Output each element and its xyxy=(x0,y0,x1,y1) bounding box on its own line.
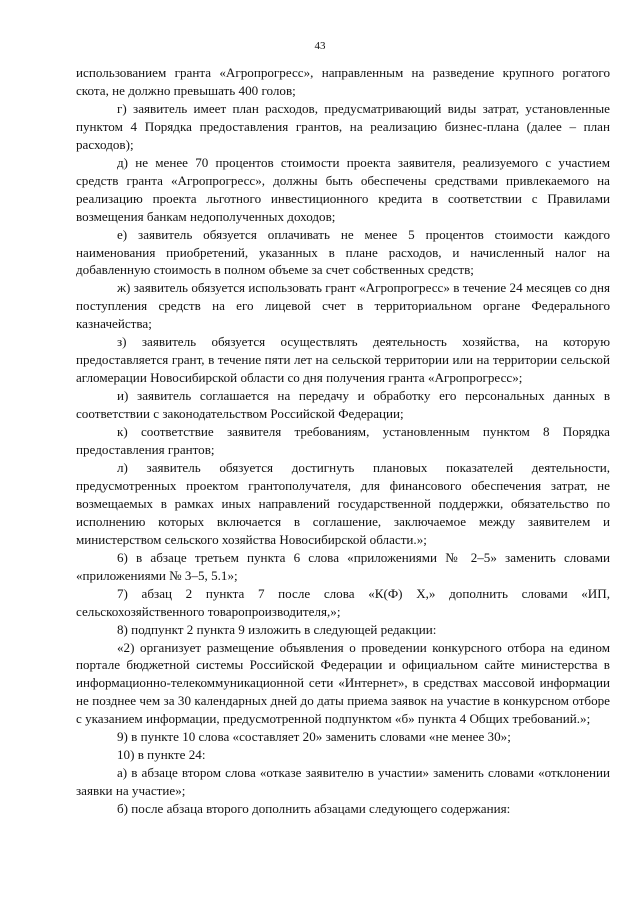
paragraph-item-l: л) заявитель обязуется достигнуть плановых показателей деятельности, предусмотренных проектом грантополучателя, для финансового обеспечения затрат, не возмещаемых в рамках иных направлений государственной поддержки, обязательство по исполнению которых включается в соглашение, заключаемое между заявителем и министерством сельского хозяйства Новосибирской области.»; xyxy=(76,459,610,547)
paragraph-item-d: д) не менее 70 процентов стоимости проекта заявителя, реализуемого с участием средств гранта «Агропрогресс», должны быть обеспечены средствами привлекаемого на реализацию проекта льготного инвестиционного кредита в соответствии с Правилами возмещения банкам недополученных доходов; xyxy=(76,154,610,224)
paragraph-amendment-9: 9) в пункте 10 слова «составляет 20» заменить словами «не менее 30»; xyxy=(117,729,511,745)
paragraph-item-e: е) заявитель обязуется оплачивать не менее 5 процентов стоимости каждого наименования приобретений, указанных в плане расходов, и начисленный налог на добавленную стоимость в полном объеме за счет собственных средств; xyxy=(76,226,610,278)
paragraph-amendment-6: 6) в абзаце третьем пункта 6 слова «приложениями № 2–5» заменить словами «приложениями № 3–5, 5.1»; xyxy=(76,549,610,583)
paragraph-item-g: г) заявитель имеет план расходов, предусматривающий виды затрат, установленные пунктом 4 Порядка предоставления грантов, на реализацию бизнес-плана (далее – план расходов); xyxy=(76,100,610,152)
paragraph-item-k: к) соответствие заявителя требованиям, установленным пунктом 8 Порядка предоставления грантов; xyxy=(76,424,610,458)
paragraph-item-z: з) заявитель обязуется осуществлять деятельность хозяйства, на которую предоставляется грант, в течение пяти лет на сельской территории или на территории сельской агломерации Новосибирской области со дня получения гранта «Агропрогресс»; xyxy=(76,334,610,386)
paragraph-amendment-10a: а) в абзаце втором слова «отказе заявителю в участии» заменить словами «отклонении заявки на участие»; xyxy=(76,765,610,799)
paragraph-amendment-10: 10) в пункте 24: xyxy=(117,747,206,763)
paragraph-item-i: и) заявитель соглашается на передачу и обработку его персональных данных в соответствии с законодательством Российской Федерации; xyxy=(76,388,610,422)
paragraph-item-zh: ж) заявитель обязуется использовать грант «Агропрогресс» в течение 24 месяцев со дня поступления средств на его лицевой счет в территориальном органе Федерального казначейства; xyxy=(76,280,610,332)
paragraph-amendment-7: 7) абзац 2 пункта 7 после слова «К(Ф) Х,» дополнить словами «ИП, сельскохозяйственного товаропроизводителя,»; xyxy=(76,585,610,619)
document-body xyxy=(76,64,610,818)
paragraph-amendment-8: 8) подпункт 2 пункта 9 изложить в следующей редакции: xyxy=(117,621,437,637)
paragraph-amendment-8-text: «2) организует размещение объявления о проведении конкурсного отбора на едином портале бюджетной системы Российской Федерации и официальном сайте министерства в информационно-телекоммуникационной сети «Интернет», в средствах массовой информации не позднее чем за 30 календарных дней до даты приема заявок на участие в конкурсном отборе с указанием информации, предусмотренной подпунктом «б» пункта 4 Общих требований.»; xyxy=(76,639,610,727)
paragraph-amendment-10b: б) после абзаца второго дополнить абзацами следующего содержания: xyxy=(117,801,511,817)
page-number: 43 xyxy=(314,40,326,52)
paragraph-continuation: использованием гранта «Агропрогресс», направленным на разведение крупного рогатого скота, не должно превышать 400 голов; xyxy=(76,65,610,98)
